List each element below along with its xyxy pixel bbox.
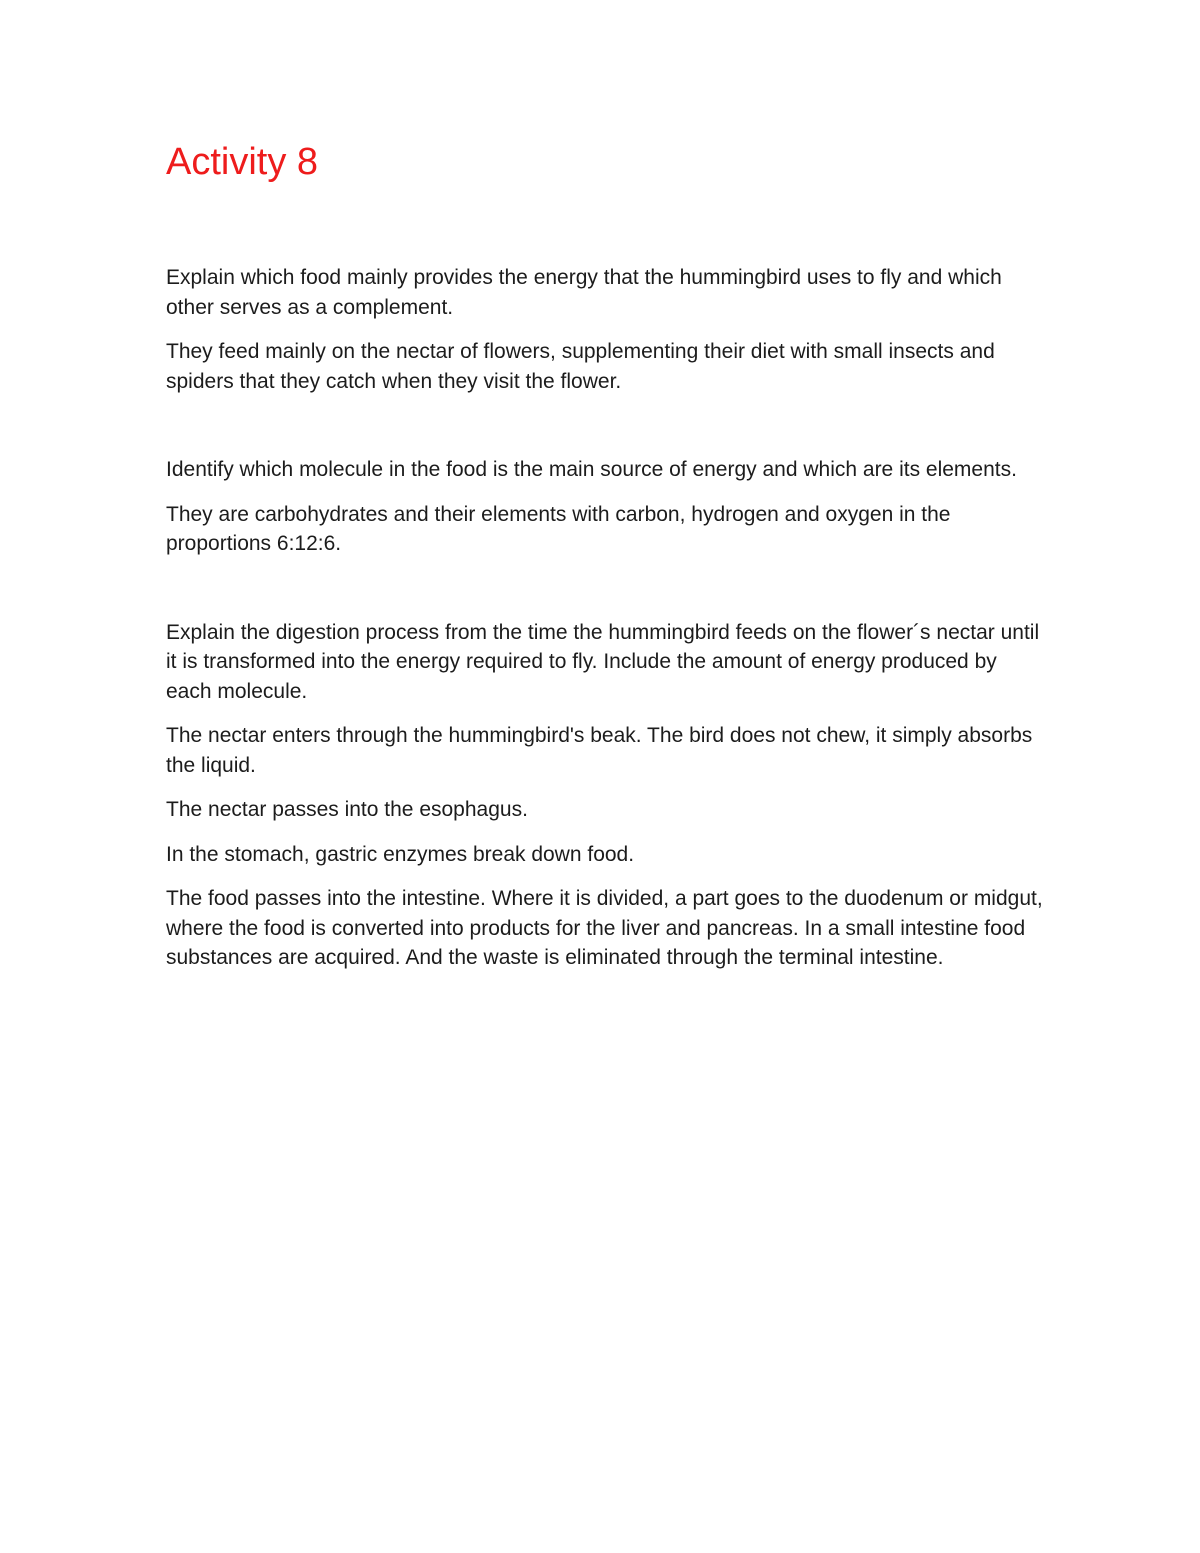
- question-1-prompt: Explain which food mainly provides the energy that the hummingbird uses to fly and which other serves as a complement.: [166, 266, 1002, 319]
- question-3-answer-step-4: The food passes into the intestine. Where it is divided, a part goes to the duodenum or midgut, where the food is converted into products for the liver and pancreas. In a small intestine food substances are acquired. And the waste is eliminated through the terminal intestine.: [166, 887, 1043, 969]
- question-section-1: [166, 263, 1046, 396]
- document-content: [166, 140, 1046, 988]
- question-section-3: [166, 618, 1046, 973]
- question-1-answer: They feed mainly on the nectar of flowers, supplementing their diet with small insects and spiders that they catch when they visit the flower.: [166, 340, 995, 393]
- question-2-answer: They are carbohydrates and their elements with carbon, hydrogen and oxygen in the proportions 6:12:6.: [166, 502, 951, 555]
- question-3-prompt: Explain the digestion process from the time the hummingbird feeds on the flower´s nectar until it is transformed into the energy required to fly. Include the amount of energy produced by each molecule.: [166, 620, 1040, 703]
- question-section-2: [166, 455, 1046, 559]
- question-3-answer-step-3: In the stomach, gastric enzymes break down food.: [166, 842, 635, 866]
- question-3-answer-step-1: The nectar enters through the hummingbird's beak. The bird does not chew, it simply absorbs the liquid.: [166, 724, 1033, 777]
- question-3-answer-step-2: The nectar passes into the esophagus.: [166, 798, 528, 821]
- question-2-prompt: Identify which molecule in the food is the main source of energy and which are its elements.: [166, 458, 1017, 481]
- document-title: Activity 8: [166, 141, 319, 183]
